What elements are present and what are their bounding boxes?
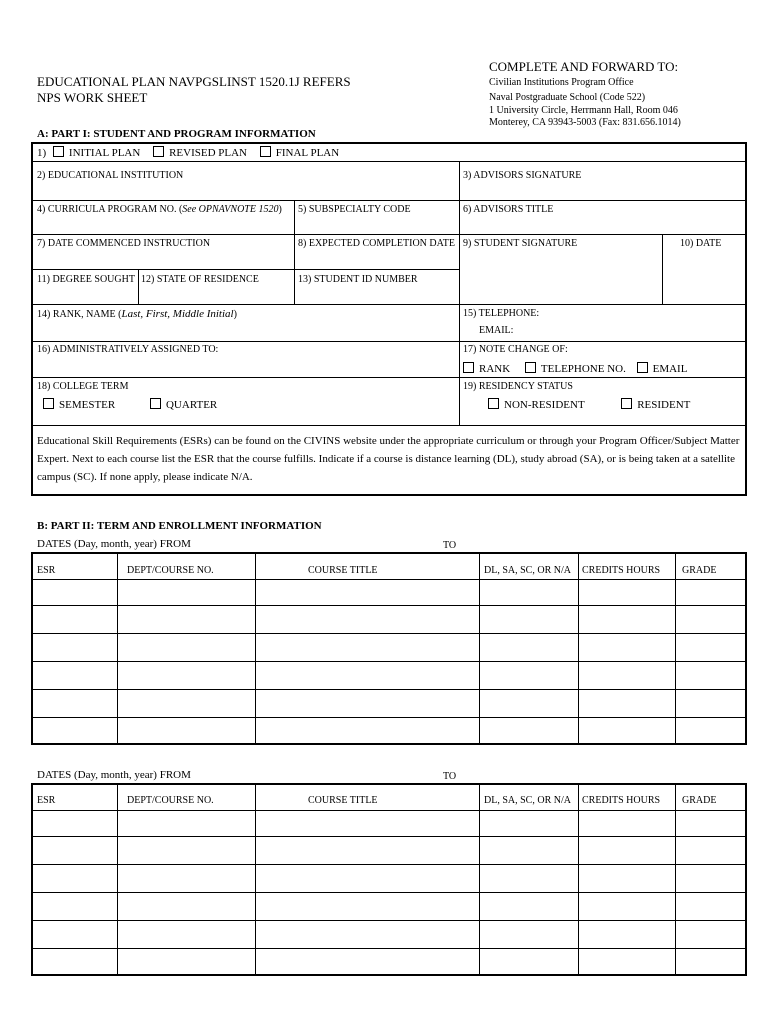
column-header-esr: ESR <box>37 795 56 806</box>
note-change-options: RANK TELEPHONE NO. EMAIL <box>463 362 687 375</box>
address-line: Monterey, CA 93943-5003 (Fax: 831.656.1014) <box>489 117 681 128</box>
address-line: Civilian Institutions Program Office <box>489 77 634 88</box>
column-header-grade: GRADE <box>682 565 717 576</box>
non-resident-checkbox[interactable] <box>488 398 499 409</box>
column-header-dept-course: DEPT/COURSE NO. <box>127 795 214 806</box>
plan-selection: 1) INITIAL PLAN REVISED PLAN FINAL PLAN <box>37 147 340 159</box>
form-title: EDUCATIONAL PLAN NAVPGSLINST 1520.1J REFERS <box>37 74 351 89</box>
advisors-title-field[interactable]: 6) ADVISORS TITLE <box>463 204 554 215</box>
educational-institution-field[interactable]: 2) EDUCATIONAL INSTITUTION <box>37 170 184 181</box>
email-field[interactable]: EMAIL: <box>479 325 514 336</box>
student-signature-field[interactable]: 9) STUDENT SIGNATURE <box>463 238 578 249</box>
dates-from-label: DATES (Day, month, year) FROM <box>37 538 191 550</box>
student-id-field[interactable]: 13) STUDENT ID NUMBER <box>298 274 418 285</box>
quarter-checkbox[interactable] <box>150 398 161 409</box>
dates-to-label: TO <box>443 540 457 551</box>
initial-plan-checkbox[interactable] <box>53 146 64 157</box>
part1-heading: A: PART I: STUDENT AND PROGRAM INFORMATION <box>37 128 316 140</box>
rank-name-field[interactable]: 14) RANK, NAME (Last, First, Middle Initial) <box>37 308 237 320</box>
state-of-residence-field[interactable]: 12) STATE OF RESIDENCE <box>141 274 259 285</box>
address-line: 1 University Circle, Herrmann Hall, Room 046 <box>489 105 678 116</box>
rank-checkbox[interactable] <box>463 362 474 373</box>
resident-checkbox[interactable] <box>621 398 632 409</box>
college-term-label: 18) COLLEGE TERM <box>37 381 129 392</box>
column-header-credits: CREDITS HOURS <box>582 565 661 576</box>
column-header-grade: GRADE <box>682 795 717 806</box>
revised-plan-checkbox[interactable] <box>153 146 164 157</box>
dates-to-label: TO <box>443 771 457 782</box>
column-header-credits: CREDITS HOURS <box>582 795 661 806</box>
note-change-label: 17) NOTE CHANGE OF: <box>463 344 568 355</box>
forward-title: COMPLETE AND FORWARD TO: <box>489 59 679 74</box>
column-header-esr: ESR <box>37 565 56 576</box>
date-field[interactable]: 10) DATE <box>680 238 722 249</box>
date-commenced-field[interactable]: 7) DATE COMMENCED INSTRUCTION <box>37 238 211 249</box>
column-header-course-title: COURSE TITLE <box>308 795 378 806</box>
email-checkbox[interactable] <box>637 362 648 373</box>
telephone-checkbox[interactable] <box>525 362 536 373</box>
degree-sought-field[interactable]: 11) DEGREE SOUGHT <box>37 274 135 285</box>
telephone-field[interactable]: 15) TELEPHONE: <box>463 308 540 319</box>
column-header-dept-course: DEPT/COURSE NO. <box>127 565 214 576</box>
expected-completion-field[interactable]: 8) EXPECTED COMPLETION DATE <box>298 238 455 249</box>
form-subtitle: NPS WORK SHEET <box>37 90 148 105</box>
college-term-options: SEMESTER QUARTER <box>43 398 217 411</box>
curricula-program-field[interactable]: 4) CURRICULA PROGRAM NO. (See OPNAVNOTE 1520) <box>37 204 282 215</box>
column-header-mode: DL, SA, SC, OR N/A <box>484 565 571 576</box>
column-header-course-title: COURSE TITLE <box>308 565 378 576</box>
advisors-signature-field[interactable]: 3) ADVISORS SIGNATURE <box>463 170 582 181</box>
subspecialty-code-field[interactable]: 5) SUBSPECIALTY CODE <box>298 204 411 215</box>
column-header-mode: DL, SA, SC, OR N/A <box>484 795 571 806</box>
semester-checkbox[interactable] <box>43 398 54 409</box>
address-line: Naval Postgraduate School (Code 522) <box>489 92 646 103</box>
final-plan-checkbox[interactable] <box>260 146 271 157</box>
part2-heading: B: PART II: TERM AND ENROLLMENT INFORMATION <box>37 520 322 532</box>
dates-from-label: DATES (Day, month, year) FROM <box>37 769 191 781</box>
residency-options: NON-RESIDENT RESIDENT <box>488 398 690 411</box>
esr-instructions: Educational Skill Requirements (ESRs) can be found on the CIVINS website under the appropriate curriculum or through your Program Officer/Subject Matter Expert. Next to each course list the ESR that the course fulfills. Indicate if a course is distance learning (DL), study abroad (SA), or is being taken at a satellite campus (SC). If none apply, please indicate N/A. <box>37 435 740 483</box>
administratively-assigned-field[interactable]: 16) ADMINISTRATIVELY ASSIGNED TO: <box>37 344 219 355</box>
residency-status-label: 19) RESIDENCY STATUS <box>463 381 573 392</box>
